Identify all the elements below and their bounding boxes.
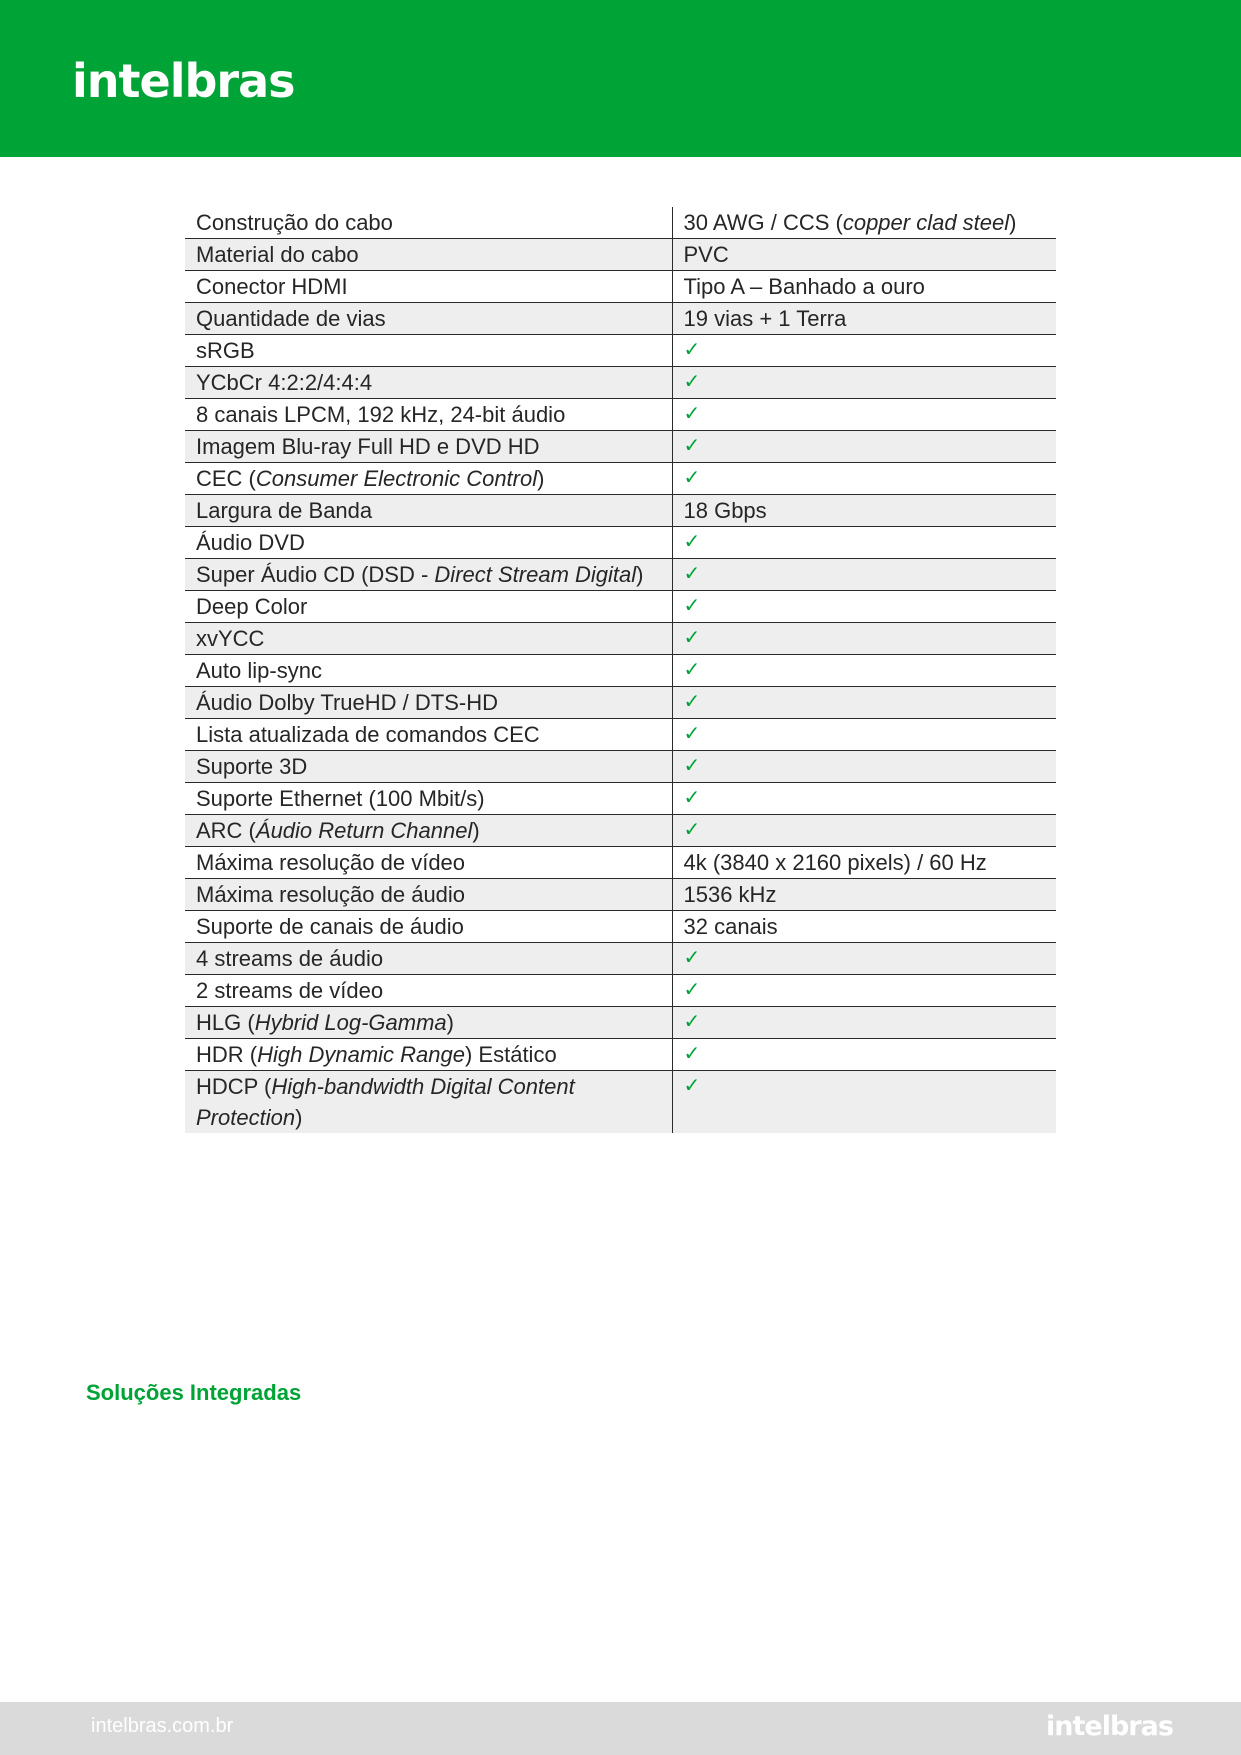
table-row [185, 911, 1056, 943]
table-row [185, 783, 1056, 815]
table-row [185, 559, 1056, 591]
spec-label: Construção do cabo [185, 207, 672, 239]
spec-value: 30 AWG / CCS (copper clad steel) [672, 207, 1056, 239]
table-row [185, 303, 1056, 335]
spec-label: Áudio Dolby TrueHD / DTS-HD [185, 687, 672, 719]
check-icon: ✓ [672, 399, 1056, 431]
table-row [185, 495, 1056, 527]
check-icon: ✓ [672, 1071, 1056, 1134]
spec-value: 1536 kHz [672, 879, 1056, 911]
footer-url: intelbras.com.br [91, 1715, 234, 1737]
check-icon: ✓ [672, 623, 1056, 655]
spec-label: Auto lip-sync [185, 655, 672, 687]
table-row [185, 1071, 1056, 1134]
check-icon: ✓ [672, 463, 1056, 495]
spec-label: Suporte 3D [185, 751, 672, 783]
table-row [185, 367, 1056, 399]
check-icon: ✓ [672, 527, 1056, 559]
table-row [185, 399, 1056, 431]
table-row [185, 431, 1056, 463]
footer-logo: intelbras [1046, 1711, 1173, 1742]
check-icon: ✓ [672, 943, 1056, 975]
table-row [185, 239, 1056, 271]
spec-label: ARC (Áudio Return Channel) [185, 815, 672, 847]
table-row [185, 655, 1056, 687]
spec-label: Super Áudio CD (DSD - Direct Stream Digital) [185, 559, 672, 591]
spec-label: CEC (Consumer Electronic Control) [185, 463, 672, 495]
table-row [185, 623, 1056, 655]
spec-label: sRGB [185, 335, 672, 367]
spec-label: 4 streams de áudio [185, 943, 672, 975]
spec-label: Conector HDMI [185, 271, 672, 303]
check-icon: ✓ [672, 687, 1056, 719]
footer-bar [0, 1702, 1241, 1755]
table-row [185, 815, 1056, 847]
check-icon: ✓ [672, 719, 1056, 751]
table-row [185, 975, 1056, 1007]
spec-value: 19 vias + 1 Terra [672, 303, 1056, 335]
spec-label: Lista atualizada de comandos CEC [185, 719, 672, 751]
spec-label: Áudio DVD [185, 527, 672, 559]
table-row [185, 591, 1056, 623]
table-row [185, 463, 1056, 495]
spec-value: 18 Gbps [672, 495, 1056, 527]
check-icon: ✓ [672, 751, 1056, 783]
table-row [185, 719, 1056, 751]
spec-label: xvYCC [185, 623, 672, 655]
table-row [185, 1039, 1056, 1071]
table-row [185, 335, 1056, 367]
spec-label: Máxima resolução de vídeo [185, 847, 672, 879]
check-icon: ✓ [672, 367, 1056, 399]
check-icon: ✓ [672, 1039, 1056, 1071]
check-icon: ✓ [672, 431, 1056, 463]
intelbras-logo: intelbras [72, 54, 295, 108]
table-row [185, 943, 1056, 975]
table-row [185, 751, 1056, 783]
check-icon: ✓ [672, 655, 1056, 687]
spec-label: 2 streams de vídeo [185, 975, 672, 1007]
spec-label: Máxima resolução de áudio [185, 879, 672, 911]
spec-label: YCbCr 4:2:2/4:4:4 [185, 367, 672, 399]
table-row [185, 207, 1056, 239]
spec-value: 4k (3840 x 2160 pixels) / 60 Hz [672, 847, 1056, 879]
table-row [185, 847, 1056, 879]
spec-label: Material do cabo [185, 239, 672, 271]
spec-label: Suporte de canais de áudio [185, 911, 672, 943]
table-row [185, 527, 1056, 559]
check-icon: ✓ [672, 1007, 1056, 1039]
check-icon: ✓ [672, 783, 1056, 815]
section-title: Soluções Integradas [86, 1380, 302, 1405]
check-icon: ✓ [672, 559, 1056, 591]
spec-label: Quantidade de vias [185, 303, 672, 335]
check-icon: ✓ [672, 335, 1056, 367]
spec-label: HLG (Hybrid Log-Gamma) [185, 1007, 672, 1039]
spec-label: Imagem Blu-ray Full HD e DVD HD [185, 431, 672, 463]
spec-value: 32 canais [672, 911, 1056, 943]
check-icon: ✓ [672, 815, 1056, 847]
check-icon: ✓ [672, 591, 1056, 623]
table-row [185, 687, 1056, 719]
table-row [185, 1007, 1056, 1039]
spec-value: PVC [672, 239, 1056, 271]
spec-label: HDCP (High-bandwidth Digital Content Protection) [185, 1071, 672, 1134]
spec-label: Deep Color [185, 591, 672, 623]
spec-label: HDR (High Dynamic Range) Estático [185, 1039, 672, 1071]
spec-table [185, 207, 1056, 1133]
spec-table-body [185, 207, 1056, 1133]
spec-value: Tipo A – Banhado a ouro [672, 271, 1056, 303]
spec-label: 8 canais LPCM, 192 kHz, 24-bit áudio [185, 399, 672, 431]
spec-label: Largura de Banda [185, 495, 672, 527]
header-bar [0, 0, 1241, 157]
table-row [185, 271, 1056, 303]
check-icon: ✓ [672, 975, 1056, 1007]
table-row [185, 879, 1056, 911]
spec-label: Suporte Ethernet (100 Mbit/s) [185, 783, 672, 815]
